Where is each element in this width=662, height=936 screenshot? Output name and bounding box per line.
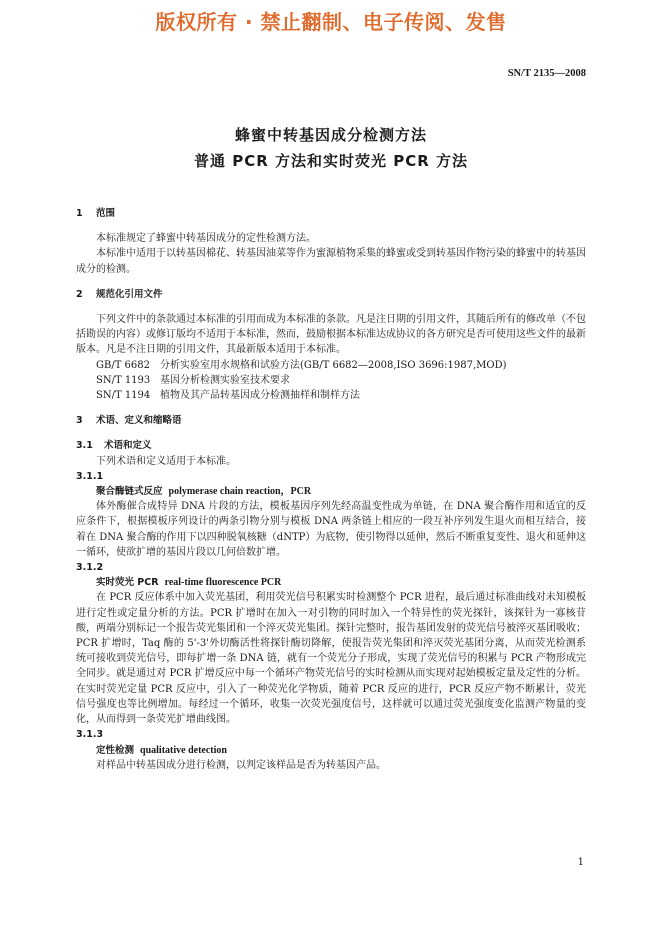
term-chinese: 定性检测	[96, 744, 135, 756]
reference-text: 植物及其产品转基因成分检测抽样和制样方法	[160, 390, 360, 402]
paragraph: 体外酶催合成特异 DNA 片段的方法，模板基因序列先经高温变性成为单链，在 DNA 聚合酶作用和适宜的反应条件下，根据模板序列设计的两条引物分别与模板 DNA 两条链上相应的一段互补序列发生退火而相互结合，接着在 DNA 聚合酶的作用下以四种脱氧核糖（dNTP）为底物，使引物得以延伸，然后不断重复变性、退火和延伸这一循环，使欲扩增的基因片段以几何倍数扩增。	[76, 501, 586, 558]
term-english: real-time fluorescence PCR	[164, 577, 282, 589]
paragraph: 下列术语和定义适用于本标准。	[96, 455, 236, 467]
reference-item	[76, 373, 586, 388]
paragraph: 本标准中适用于以转基因棉花、转基因油菜等作为蜜源植物采集的蜂蜜或受到转基因作物污染的蜂蜜中的转基因成分的检测。	[76, 248, 586, 275]
term-chinese: 聚合酶链式反应	[96, 486, 163, 498]
section-title: 范围	[96, 208, 116, 219]
page-number: 1	[577, 857, 584, 868]
paragraph: 对样品中转基因成分进行检测，以判定该样品是否为转基因产品。	[96, 759, 386, 771]
document-subtitle: 普通 PCR 方法和实时荧光 PCR 方法	[194, 152, 468, 170]
clause-3-1-3-number: 3.1.3	[76, 729, 104, 741]
term-english: qualitative detection	[140, 744, 227, 756]
section-number: 2	[76, 288, 83, 300]
document-title: 蜂蜜中转基因成分检测方法	[234, 126, 427, 144]
term-english: polymerase chain reaction，PCR	[168, 486, 312, 498]
section-title: 术语和定义	[104, 440, 152, 452]
reference-code: SN/T 1194	[96, 390, 151, 402]
section-number: 3	[76, 415, 83, 427]
subsection-3-1-heading	[76, 438, 586, 453]
copyright-watermark: 版权所有 · 禁止翻制、电子传阅、发售	[155, 10, 507, 34]
section-number: 3.1	[76, 440, 93, 452]
section-2-heading	[76, 287, 586, 302]
section-1-heading	[76, 206, 586, 221]
reference-code: GB/T 6682	[96, 359, 151, 371]
term-heading	[76, 743, 586, 758]
reference-item	[76, 388, 586, 403]
paragraph: 下列文件中的条款通过本标准的引用而成为本标准的条款。凡是注日期的引用文件，其随后所有的修改单（不包括勘误的内容）或修订版均不适用于本标准，然而，鼓励根据本标准达成协议的各方研究是否可使用这些文件的最新版本。凡是不注日期的引用文件，其最新版本适用于本标准。	[76, 314, 586, 356]
document-number: SN/T 2135—2008	[507, 68, 586, 79]
term-heading	[76, 484, 586, 499]
clause-3-1-2-number: 3.1.2	[76, 562, 104, 574]
paragraph: 在 PCR 反应体系中加入荧光基团，利用荧光信号积累实时检测整个 PCR 进程，最后通过标准曲线对未知模板进行定性或定量分析的方法。PCR 扩增时在加入一对引物的同时加入一个特异性的荧光探针，该探针为一寡核苷酸，两端分别标记一个报告荧光集团和一个淬灭荧光集团。探针完整时，报告基团发射的荧光信号被淬灭基团吸收；PCR 扩增时，Taq 酶的 5'-3'外切酶活性将探针酶切降解，使报告荧光集团和淬灭荧光基团分离，从而荧光检测系统可接收到荧光信号，即每扩增一条 DNA 链，就有一个荧光分子形成，实现了荧光信号的积累与 PCR 产物形成完全同步。就是通过对 PCR 扩增反应中每一个循环产物荧光信号的实时检测从而实现对起始模板定量及定性的分析。在实时荧光定量 PCR 反应中，引入了一种荧光化学物质，随着 PCR 反应的进行，PCR 反应产物不断累计，荧光信号强度也等比例增加。每经过一个循环，收集一次荧光强度信号，这样就可以通过荧光强度变化监测产物量的变化，从而得到一条荧光扩增曲线图。	[76, 592, 586, 726]
reference-item	[76, 358, 586, 373]
document-body	[76, 206, 586, 773]
reference-text: 基因分析检测实验室技术要求	[160, 374, 290, 386]
clause-3-1-1-number: 3.1.1	[76, 470, 104, 482]
section-title: 术语、定义和缩略语	[96, 415, 182, 427]
paragraph: 本标准规定了蜂蜜中转基因成分的定性检测方法。	[96, 233, 316, 245]
term-heading	[76, 575, 586, 590]
section-number: 1	[76, 208, 83, 219]
reference-code: SN/T 1193	[96, 374, 151, 386]
term-chinese: 实时荧光 PCR	[96, 577, 159, 589]
reference-text: 分析实验室用水规格和试验方法(GB/T 6682—2008,ISO 3696:1987,MOD)	[160, 359, 507, 371]
section-title: 规范化引用文件	[96, 288, 163, 300]
section-3-heading	[76, 413, 586, 428]
